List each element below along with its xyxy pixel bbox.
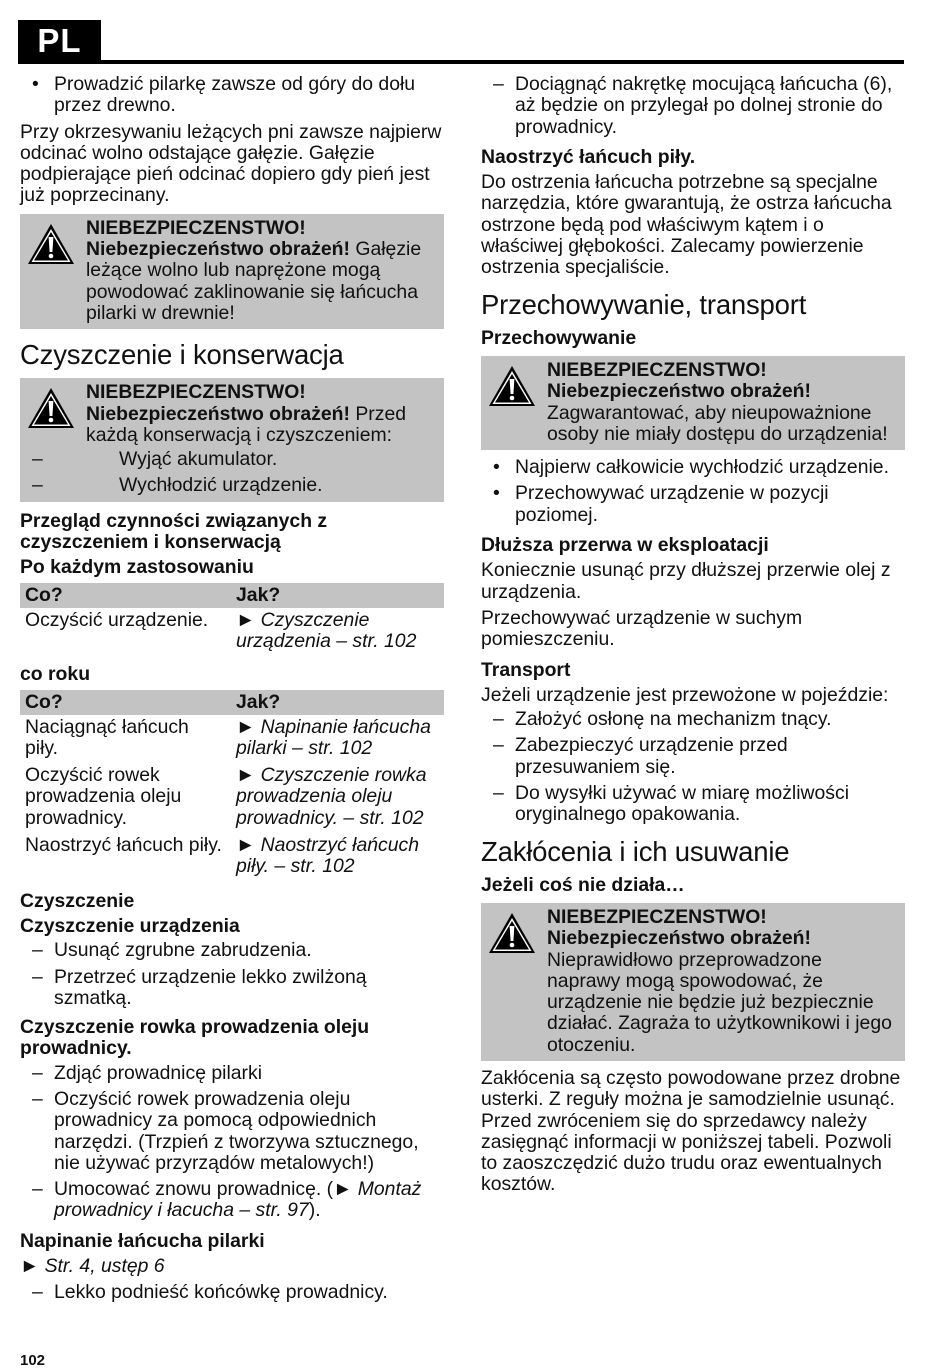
column-header: Co? — [20, 690, 231, 715]
list-item: – Usunąć zgrubne zabrudzenia. — [20, 940, 444, 961]
paragraph: Przechowywać urządzenie w suchym pomieszczeniu. — [481, 606, 803, 651]
table-row — [20, 763, 444, 833]
warning-triangle-icon — [487, 911, 537, 955]
list-item — [20, 475, 436, 496]
warning-title: NIEBEZPIECZENSTWO! Niebezpieczeństwo obrażeń! — [547, 905, 811, 950]
subsection-heading: Dłuższa przerwa w eksploatacji — [481, 534, 769, 557]
list-item-text: Wychłodzić urządzenie. — [119, 474, 323, 497]
cross-reference-link[interactable]: ► Montaż prowadnicy i łacucha – str. 97 — [54, 1178, 422, 1222]
list-item: – Do wysyłki używać w miarę możliwości oryginalnego opakowania. — [481, 783, 905, 826]
warning-title: NIEBEZPIECZENSTWO! Niebezpieczeństwo obrażeń! — [547, 358, 811, 403]
paragraph: Do ostrzenia łańcucha potrzebne są specjalne narzędzia, które gwarantują, że ostrza łańcucha ostrzone będą pod właściwym kątem i o właściwej głębokości. Zalecamy powierzenie ostrzenia specjaliście. — [481, 171, 892, 279]
danger-warning-box — [20, 214, 444, 329]
subheading: Po każdym zastosowaniu — [20, 556, 254, 579]
danger-warning-box — [481, 356, 905, 450]
page-number: 102 — [20, 1352, 46, 1369]
danger-warning-box — [20, 378, 444, 501]
cross-reference-link[interactable]: ► Str. 4, ustęp 6 — [20, 1255, 165, 1278]
table-row — [20, 833, 444, 882]
table-row — [20, 608, 444, 657]
paragraph: Przy okrzesywaniu leżących pni zawsze najpierw odcinać wolno odstające gałęzie. Gałęzie podpierające pień odcinać dopiero gdy pień jest już poprzecinany. — [20, 120, 442, 207]
maintenance-table — [20, 583, 444, 657]
section-heading: Czyszczenie i konserwacja — [20, 339, 344, 371]
list-item: – Lekko podnieść końcówkę prowadnicy. — [20, 1282, 444, 1303]
subsection-heading: Naostrzyć łańcuch piły. — [481, 145, 696, 168]
warning-text: Przed każdą konserwacją i czyszczeniem: — [86, 402, 407, 446]
warning-title: NIEBEZPIECZENSTWO! Niebezpieczeństwo obrażeń! — [86, 216, 350, 261]
table-row — [20, 715, 444, 764]
column-header: Jak? — [231, 690, 444, 715]
danger-warning-box — [481, 903, 905, 1061]
language-tab: PL — [18, 20, 101, 62]
subsection-heading: Jeżeli coś nie działa… — [481, 873, 685, 896]
list-item: • Przechowywać urządzenie w pozycji poziomej. — [481, 483, 905, 526]
subheading: Czyszczenie rowka prowadzenia oleju prowadnicy. — [20, 1016, 370, 1060]
list-item: – Zdjąć prowadnicę pilarki — [20, 1063, 444, 1084]
section-heading: Zakłócenia i ich usuwanie — [481, 835, 790, 867]
subheading: Czyszczenie urządzenia — [20, 914, 240, 937]
section-heading: Przechowywanie, transport — [481, 288, 807, 320]
table-cell: Oczyścić urządzenie. — [25, 608, 209, 631]
header-rule — [18, 60, 904, 64]
subsection-heading: Napinanie łańcucha pilarki — [20, 1229, 265, 1252]
list-item: – Oczyścić rowek prowadzenia oleju prowadnicy za pomocą odpowiednich narzędzi. (Trzpień z tworzywa sztucznego, nie używać przyrządów metalowych!) — [20, 1089, 444, 1174]
table-cell-link[interactable]: ► Czyszczenie rowka prowadzenia oleju prowadnicy. – str. 102 — [236, 764, 427, 829]
list-item: – Dociągnąć nakrętkę mocującą łańcucha (6), aż będzie on przylegał po dolnej stronie do prowadnicy. — [481, 74, 905, 138]
list-item: • Najpierw całkowicie wychłodzić urządzenie. — [481, 457, 905, 478]
warning-triangle-icon — [487, 364, 537, 408]
warning-text: Gałęzie leżące wolno lub naprężone mogą powodować zaklinowanie się łańcucha pilarki w drewnie! — [86, 238, 422, 324]
list-item: – Zabezpieczyć urządzenie przed przesuwaniem się. — [481, 735, 905, 778]
table-cell: Naciągnąć łańcuch piły. — [25, 715, 189, 759]
list-item — [20, 1179, 444, 1222]
column-header: Co? — [20, 583, 231, 608]
table-cell-link[interactable]: ► Czyszczenie urządzenia – str. 102 — [236, 608, 417, 652]
list-item-text: ). — [308, 1199, 321, 1222]
maintenance-table — [20, 690, 444, 882]
list-item: – Przetrzeć urządzenie lekko zwilżoną szmatką. — [20, 967, 444, 1010]
subsection-heading: Przegląd czynności związanych z czyszczeniem i konserwacją — [20, 509, 328, 554]
warning-text: Nieprawidłowo przeprowadzone naprawy mogą spowodować, że urządzenie nie będzie już bezpiecznie działać. Zagraża to użytkownikowi i jego otoczeniu. — [547, 948, 892, 1056]
list-item: – Założyć osłonę na mechanizm tnący. — [481, 709, 905, 730]
table-cell: Oczyścić rowek prowadzenia oleju prowadnicy. — [25, 764, 182, 829]
subheading: co roku — [20, 663, 91, 686]
warning-triangle-icon — [26, 222, 76, 266]
table-cell-link[interactable]: ► Napinanie łańcucha pilarki – str. 102 — [236, 715, 431, 759]
subsection-heading: Przechowywanie — [481, 326, 637, 349]
warning-title: NIEBEZPIECZENSTWO! Niebezpieczeństwo obrażeń! — [86, 381, 350, 425]
list-item-text: Wyjąć akumulator. — [119, 448, 278, 471]
right-column — [481, 74, 905, 1201]
subsection-heading: Czyszczenie — [20, 889, 135, 912]
column-header: Jak? — [231, 583, 444, 608]
table-cell-link[interactable]: ► Naostrzyć łańcuch piły. – str. 102 — [236, 834, 419, 878]
paragraph: Zakłócenia są często powodowane przez drobne usterki. Z reguły można je samodzielnie usunąć. Przed zwróceniem się do sprzedawcy należy zasięgnąć informacji w poniższej tabeli. Pozwoli to zaoszczędzić dużo trudu oraz ewentualnych kosztów. — [481, 1066, 901, 1196]
left-column — [20, 74, 444, 1309]
paragraph: Jeżeli urządzenie jest przewożone w pojeździe: — [481, 683, 889, 706]
table-cell: Naostrzyć łańcuch piły. — [25, 834, 222, 857]
paragraph: Koniecznie usunąć przy dłuższej przerwie olej z urządzenia. — [481, 559, 891, 603]
list-item — [20, 449, 436, 470]
subsection-heading: Transport — [481, 658, 571, 681]
list-item-text: Umocować znowu prowadnicę. ( — [54, 1178, 334, 1201]
list-item: • Prowadzić pilarkę zawsze od góry do dołu przez drewno. — [20, 74, 444, 117]
warning-text: Zagwarantować, aby nieupoważnione osoby nie miały dostępu do urządzenia! — [547, 401, 888, 445]
warning-triangle-icon — [26, 386, 76, 430]
